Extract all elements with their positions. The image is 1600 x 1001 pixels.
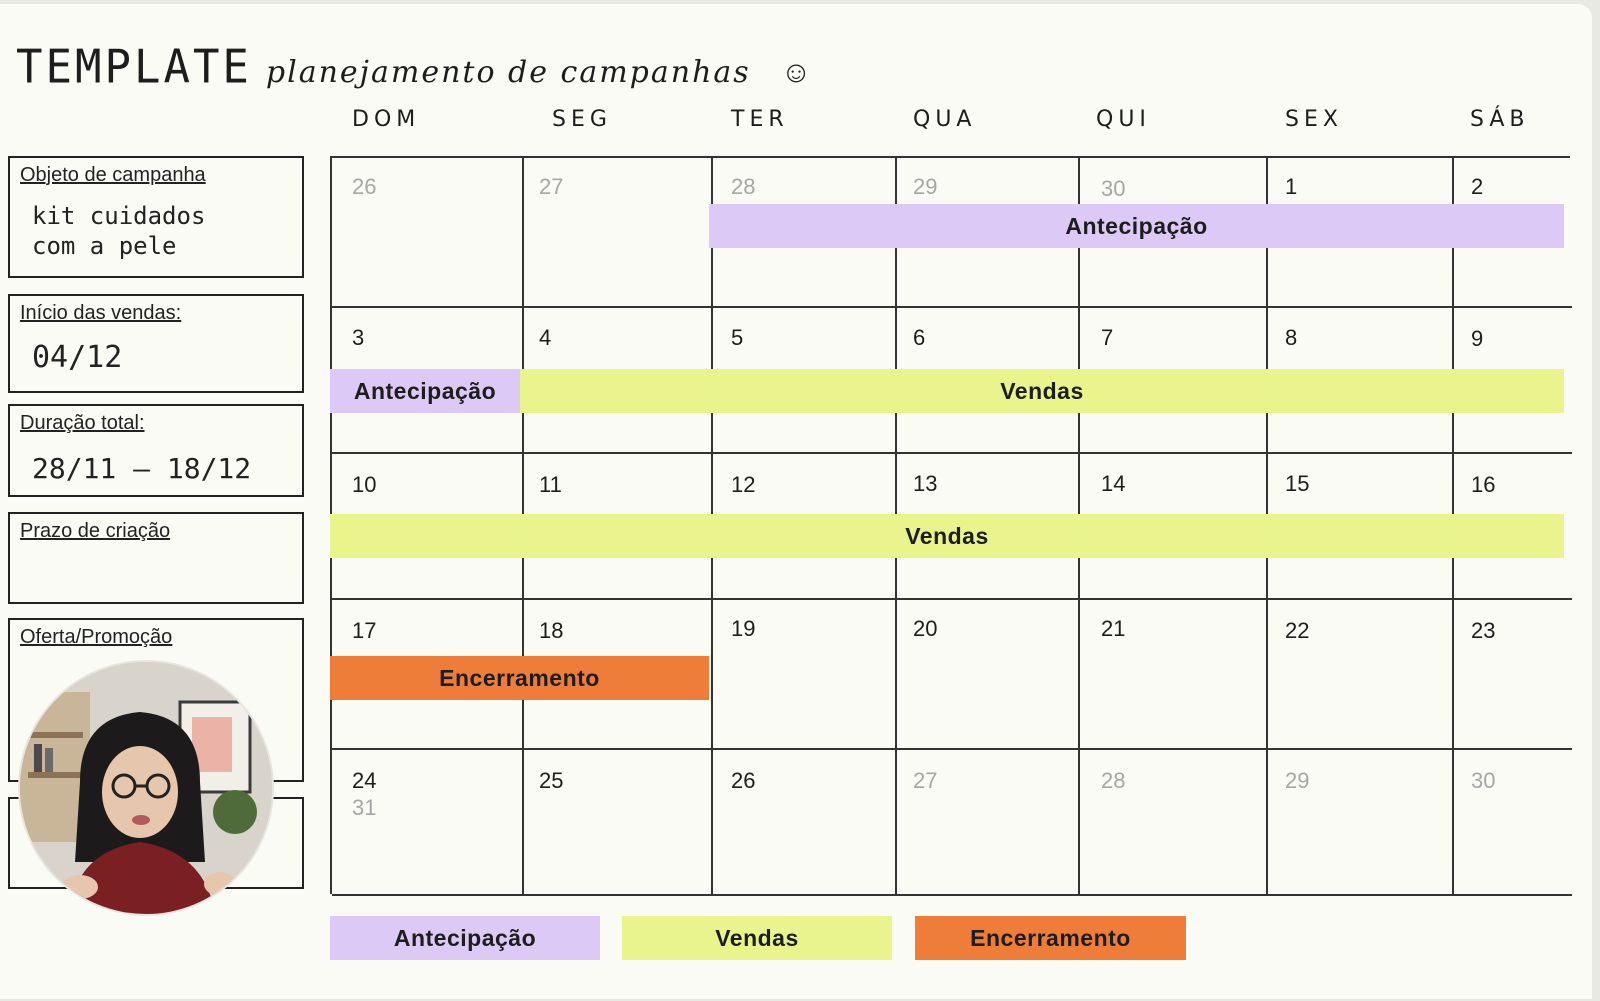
bar-antecipacao-week2[interactable]: Antecipação — [330, 369, 520, 413]
objeto-campanha-box[interactable] — [8, 156, 304, 278]
day-cell-number[interactable]: 26 — [731, 768, 756, 793]
page-title — [16, 42, 811, 93]
day-cell-number[interactable]: 3 — [352, 325, 365, 350]
day-cell-number[interactable]: 27 — [539, 174, 564, 199]
day-cell-number[interactable]: 10 — [352, 472, 377, 497]
legend-vendas: Vendas — [622, 916, 892, 960]
bar-vendas-week3[interactable]: Vendas — [330, 514, 1564, 558]
weekday-ter: TER — [731, 107, 789, 132]
title-main: TEMPLATE — [16, 40, 252, 95]
weekday-sab: SÁB — [1470, 107, 1530, 132]
day-cell-number[interactable]: 23 — [1471, 618, 1496, 643]
person-video-icon — [20, 662, 272, 914]
day-cell-number[interactable]: 25 — [539, 768, 564, 793]
grid-row-divider — [332, 894, 1572, 896]
grid-row-divider — [332, 598, 1572, 600]
day-cell-number[interactable]: 24 — [352, 768, 377, 793]
inicio-vendas-box[interactable] — [8, 294, 304, 393]
objeto-campanha-label: Objeto de campanha — [20, 164, 206, 186]
smiley-icon: ☺ — [780, 56, 812, 89]
objeto-campanha-value-line1: kit cuidados — [32, 202, 206, 230]
duracao-total-label: Duração total: — [20, 412, 145, 434]
day-cell-number[interactable]: 28 — [1101, 768, 1126, 793]
inicio-vendas-label: Início das vendas: — [20, 302, 182, 324]
day-cell-number-extra[interactable]: 31 — [352, 795, 377, 820]
day-cell-number[interactable]: 19 — [731, 616, 756, 641]
day-cell-number[interactable]: 15 — [1285, 471, 1310, 496]
objeto-campanha-value-line2: com a pele — [32, 232, 177, 260]
title-subtitle: planejamento de campanhas — [265, 55, 751, 90]
day-cell-number[interactable]: 9 — [1471, 326, 1484, 351]
legend-encerramento: Encerramento — [915, 916, 1186, 960]
day-cell-number[interactable]: 11 — [539, 472, 562, 497]
inicio-vendas-value: 04/12 — [32, 340, 123, 375]
day-cell-number[interactable]: 18 — [539, 618, 564, 643]
day-cell-number[interactable]: 5 — [731, 325, 744, 350]
day-cell-number[interactable]: 20 — [913, 616, 938, 641]
grid-row-divider — [332, 748, 1572, 750]
day-cell-number[interactable]: 8 — [1285, 325, 1298, 350]
prazo-criacao-label: Prazo de criação — [20, 520, 171, 542]
day-cell-number[interactable]: 30 — [1471, 768, 1496, 793]
day-cell-number[interactable]: 27 — [913, 768, 938, 793]
day-cell-number[interactable]: 12 — [731, 472, 756, 497]
duracao-total-value: 28/11 – 18/12 — [32, 452, 252, 485]
duracao-total-box[interactable] — [8, 404, 304, 497]
weekday-qui: QUI — [1096, 107, 1151, 132]
day-cell-number[interactable]: 4 — [539, 325, 552, 350]
prazo-criacao-box[interactable] — [8, 512, 304, 604]
day-cell-number[interactable]: 29 — [1285, 768, 1310, 793]
bar-vendas-week2[interactable]: Vendas — [520, 369, 1564, 413]
day-cell-number[interactable]: 22 — [1285, 618, 1310, 643]
legend-antecipacao: Antecipação — [330, 916, 600, 960]
weekday-sex: SEX — [1285, 107, 1343, 132]
day-cell-number[interactable]: 7 — [1101, 325, 1114, 350]
webcam-overlay[interactable] — [20, 662, 272, 914]
grid-row-divider — [332, 452, 1572, 454]
day-cell-number[interactable]: 13 — [913, 471, 938, 496]
day-cell-number[interactable]: 21 — [1101, 616, 1126, 641]
weekday-dom: DOM — [352, 107, 421, 132]
day-cell-number[interactable]: 26 — [352, 174, 377, 199]
oferta-promocao-label: Oferta/Promoção — [20, 626, 173, 648]
weekday-qua: QUA — [913, 107, 977, 132]
day-cell-number[interactable]: 14 — [1101, 471, 1126, 496]
day-cell-number[interactable]: 2 — [1471, 174, 1484, 199]
grid-row-divider — [332, 306, 1572, 308]
bar-antecipacao-week1[interactable]: Antecipação — [709, 204, 1564, 248]
weekday-seg: SEG — [552, 107, 612, 132]
day-cell-number[interactable]: 6 — [913, 325, 926, 350]
day-cell-number[interactable]: 29 — [913, 174, 938, 199]
day-cell-number[interactable]: 28 — [731, 174, 756, 199]
day-cell-number[interactable]: 30 — [1101, 176, 1126, 201]
campaign-template-page — [0, 4, 1592, 999]
day-cell-number[interactable]: 17 — [352, 618, 377, 643]
day-cell-number[interactable]: 16 — [1471, 472, 1496, 497]
bar-encerramento-week4[interactable]: Encerramento — [330, 656, 709, 700]
day-cell-number[interactable]: 1 — [1285, 174, 1298, 199]
